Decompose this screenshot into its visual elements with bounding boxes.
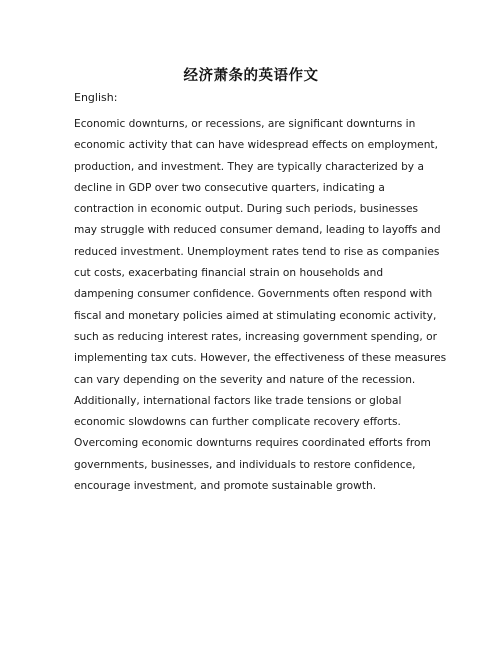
paragraph-line: encourage investment, and promote sustainable growth. <box>74 480 377 493</box>
paragraph-line: such as reducing interest rates, increasing government spending, or <box>74 330 437 343</box>
paragraph-line: dampening consumer confidence. Governments often respond with <box>74 288 433 301</box>
paragraph-line: reduced investment. Unemployment rates tend to rise as companies <box>74 245 440 258</box>
document-title: 经济萧条的英语作文 <box>183 68 319 84</box>
paragraph-line: economic slowdowns can further complicate recovery efforts. <box>74 416 401 429</box>
paragraph-line: contraction in economic output. During such periods, businesses <box>74 203 419 216</box>
paragraph-line: production, and investment. They are typically characterized by a <box>74 160 424 173</box>
paragraph-line: fiscal and monetary policies aimed at stimulating economic activity, <box>74 309 437 322</box>
paragraph-line: implementing tax cuts. However, the effectiveness of these measures <box>74 352 447 365</box>
paragraph-line: cut costs, exacerbating financial strain on households and <box>74 267 384 280</box>
paragraph-line: Economic downturns, or recessions, are significant downturns in <box>74 118 416 130</box>
section-label: English: <box>74 91 118 104</box>
paragraph-line: Overcoming economic downturns requires coordinated efforts from <box>74 437 431 450</box>
paragraph-line: Additionally, international factors like trade tensions or global <box>74 394 402 407</box>
paragraph-line: may struggle with reduced consumer demand, leading to layoffs and <box>74 224 441 237</box>
paragraph-line: governments, businesses, and individuals to restore confidence, <box>74 458 416 471</box>
body-paragraph <box>74 114 447 497</box>
paragraph-line: economic activity that can have widespread effects on employment, <box>74 139 438 152</box>
paragraph-line: can vary depending on the severity and nature of the recession. <box>74 373 416 386</box>
paragraph-line: decline in GDP over two consecutive quarters, indicating a <box>74 181 385 194</box>
